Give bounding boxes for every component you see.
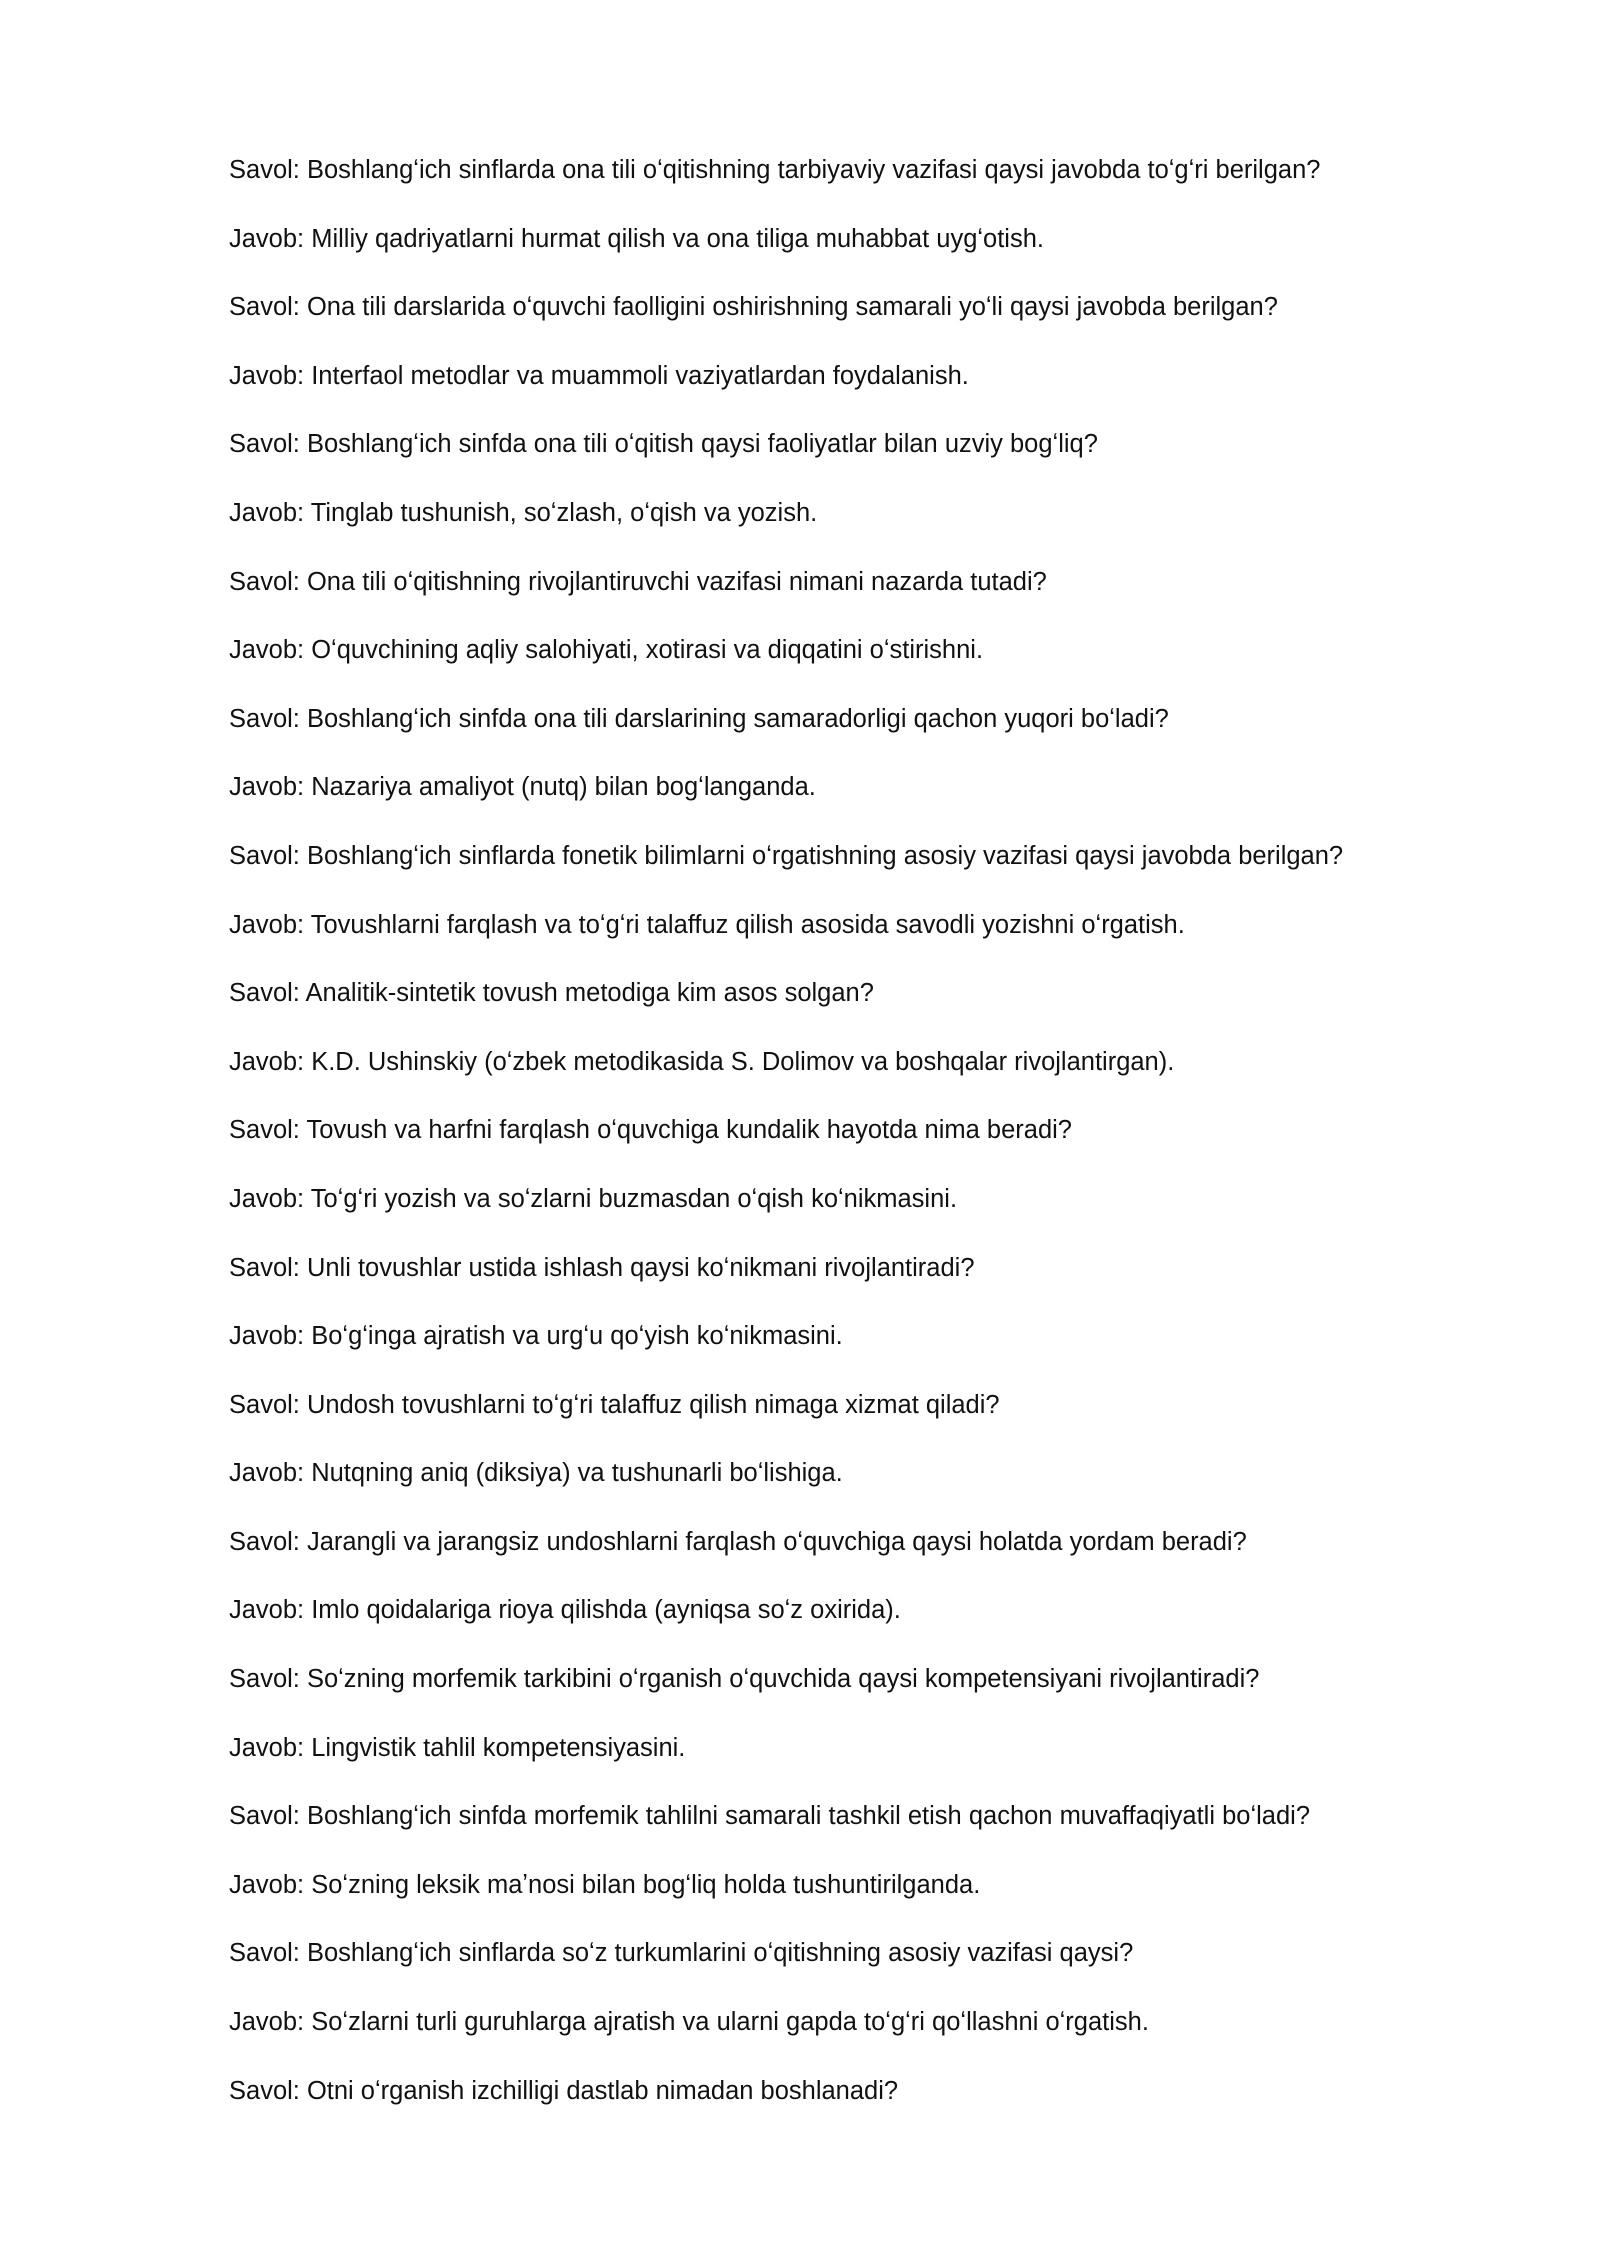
question-text: Savol: Ona tili oʻqitishning rivojlantiruvchi vazifasi nimani nazarda tutadi? (229, 567, 1047, 596)
answer-text: Javob: Boʻgʻinga ajratish va urgʻu qoʻyish koʻnikmasini. (229, 1322, 843, 1351)
answer-text: Javob: Imlo qoidalariga rioya qilishda (ayniqsa soʻz oxirida). (229, 1596, 901, 1625)
question-text: Savol: Boshlangʻich sinfda morfemik tahlilni samarali tashkil etish qachon muvaffaqiyatli boʻladi? (229, 1802, 1310, 1831)
answer-text: Javob: Soʻzning leksik maʼnosi bilan bogʻliq holda tushuntirilganda. (229, 1870, 981, 1899)
question-text: Savol: Boshlangʻich sinflarda soʻz turkumlarini oʻqitishning asosiy vazifasi qaysi? (229, 1939, 1134, 1968)
question-text: Savol: Tovush va harfni farqlash oʻquvchiga kundalik hayotda nima beradi? (229, 1116, 1072, 1145)
answer-text: Javob: Tovushlarni farqlash va toʻgʻri talaffuz qilish asosida savodli yozishni oʻrgatish. (229, 910, 1185, 939)
question-text: Savol: Unli tovushlar ustida ishlash qaysi koʻnikmani rivojlantiradi? (229, 1253, 975, 1282)
answer-text: Javob: Toʻgʻri yozish va soʻzlarni buzmasdan oʻqish koʻnikmasini. (229, 1184, 958, 1213)
question-text: Savol: Boshlangʻich sinflarda ona tili oʻqitishning tarbiyaviy vazifasi qaysi javobda toʻgʻri berilgan? (229, 156, 1321, 184)
answer-text: Javob: Lingvistik tahlil kompetensiyasini. (229, 1733, 686, 1762)
question-text: Savol: Boshlangʻich sinfda ona tili darslarining samaradorligi qachon yuqori boʻladi? (229, 704, 1169, 733)
answer-text: Javob: Tinglab tushunish, soʻzlash, oʻqish va yozish. (229, 498, 818, 527)
question-text: Savol: Jarangli va jarangsiz undoshlarni farqlash oʻquvchiga qaysi holatda yordam beradi? (229, 1527, 1247, 1556)
answer-text: Javob: Nutqning aniq (diksiya) va tushunarli boʻlishiga. (229, 1459, 843, 1488)
answer-text: Javob: K.D. Ushinskiy (oʻzbek metodikasida S. Dolimov va boshqalar rivojlantirgan). (229, 1047, 1175, 1076)
question-text: Savol: Ona tili darslarida oʻquvchi faolligini oshirishning samarali yoʻli qaysi javobda berilgan? (229, 293, 1278, 322)
answer-text: Javob: Milliy qadriyatlarni hurmat qilish va ona tiliga muhabbat uygʻotish. (229, 224, 1044, 253)
answer-text: Javob: Nazariya amaliyot (nutq) bilan bogʻlanganda. (229, 773, 816, 802)
answer-text: Javob: Interfaol metodlar va muammoli vaziyatlardan foydalanish. (229, 361, 969, 390)
question-text: Savol: Analitik-sintetik tovush metodiga kim asos solgan? (229, 979, 874, 1008)
question-text: Savol: Boshlangʻich sinflarda fonetik bilimlarni oʻrgatishning asosiy vazifasi qaysi javobda berilgan? (229, 841, 1344, 870)
question-text: Savol: Soʻzning morfemik tarkibini oʻrganish oʻquvchida qaysi kompetensiyani rivojlantiradi? (229, 1665, 1260, 1694)
question-text: Savol: Boshlangʻich sinfda ona tili oʻqitish qaysi faoliyatlar bilan uzviy bogʻliq? (229, 430, 1098, 459)
question-text: Savol: Otni oʻrganish izchilligi dastlab nimadan boshlanadi? (229, 2076, 899, 2105)
document-content (229, 148, 1489, 2137)
answer-text: Javob: Oʻquvchining aqliy salohiyati, xotirasi va diqqatini oʻstirishni. (229, 636, 984, 665)
question-text: Savol: Undosh tovushlarni toʻgʻri talaffuz qilish nimaga xizmat qiladi? (229, 1390, 1000, 1419)
answer-text: Javob: Soʻzlarni turli guruhlarga ajratish va ularni gapda toʻgʻri qoʻllashni oʻrgatish. (229, 2008, 1149, 2037)
